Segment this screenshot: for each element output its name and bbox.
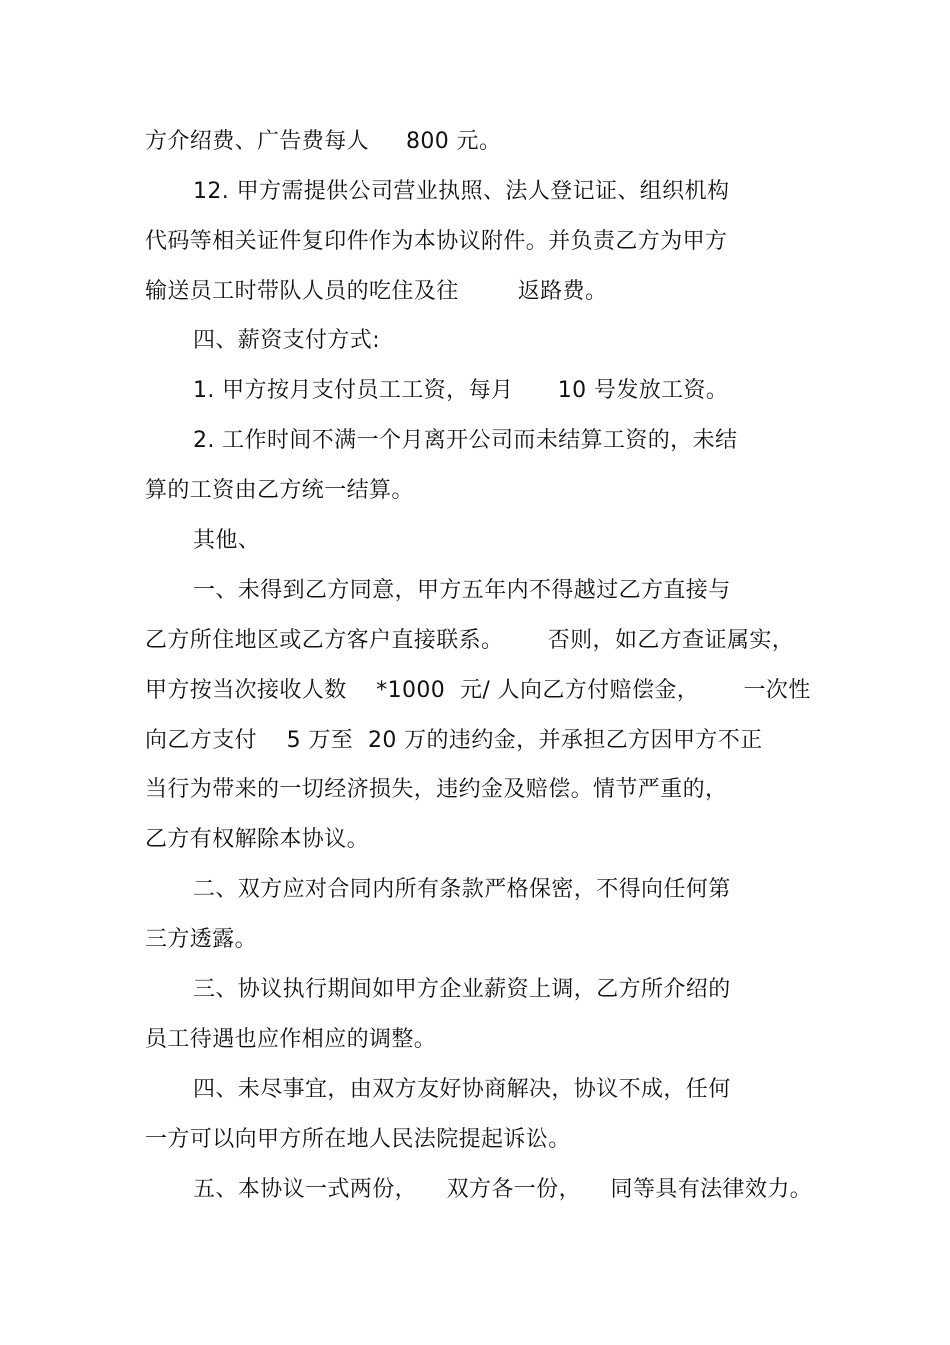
text-line: 算的工资由乙方统一结算。: [145, 478, 414, 503]
text-line: 三方透露。: [145, 927, 258, 952]
salary-clause-1: 1. 甲方按月支付员工工资，每月 10 号发放工资。: [193, 378, 729, 403]
text-line: 当行为带来的一切经济损失，违约金及赔偿。情节严重的，: [145, 777, 728, 802]
text-line: 输送员工时带队人员的吃住及往 返路费。: [145, 279, 608, 304]
other-clause-4: 四、未尽事宜，由双方友好协商解决，协议不成，任何: [193, 1077, 731, 1102]
other-clause-3: 三、协议执行期间如甲方企业薪资上调，乙方所介绍的: [193, 977, 731, 1002]
clause-12: 12. 甲方需提供公司营业执照、法人登记证、组织机构: [193, 179, 730, 204]
text-line: 乙方所住地区或乙方客户直接联系。 否则，如乙方查证属实，: [145, 628, 795, 653]
other-clause-2: 二、双方应对合同内所有条款严格保密，不得向任何第: [193, 877, 731, 902]
text-line: 乙方有权解除本协议。: [145, 827, 370, 852]
salary-clause-2: 2. 工作时间不满一个月离开公司而未结算工资的，未结: [193, 428, 738, 453]
text-line: 员工待遇也应作相应的调整。: [145, 1027, 437, 1052]
other-clause-1: 一、未得到乙方同意，甲方五年内不得越过乙方直接与: [193, 578, 731, 603]
text-line: 一方可以向甲方所在地人民法院提起诉讼。: [145, 1127, 571, 1152]
section-heading-salary-payment: 四、薪资支付方式:: [193, 328, 381, 353]
text-line: 向乙方支付 5 万至 20 万的违约金，并承担乙方因甲方不正: [145, 728, 763, 753]
section-heading-other: 其他、: [193, 528, 261, 553]
other-clause-5: 五、本协议一式两份， 双方各一份， 同等具有法律效力。: [193, 1177, 813, 1202]
text-line: 方介绍费、广告费每人 800 元。: [145, 129, 502, 154]
text-line: 甲方按当次接收人数 *1000 元/ 人向乙方付赔偿金， 一次性: [145, 678, 811, 703]
text-line: 代码等相关证件复印件作为本协议附件。并负责乙方为甲方: [145, 229, 728, 254]
